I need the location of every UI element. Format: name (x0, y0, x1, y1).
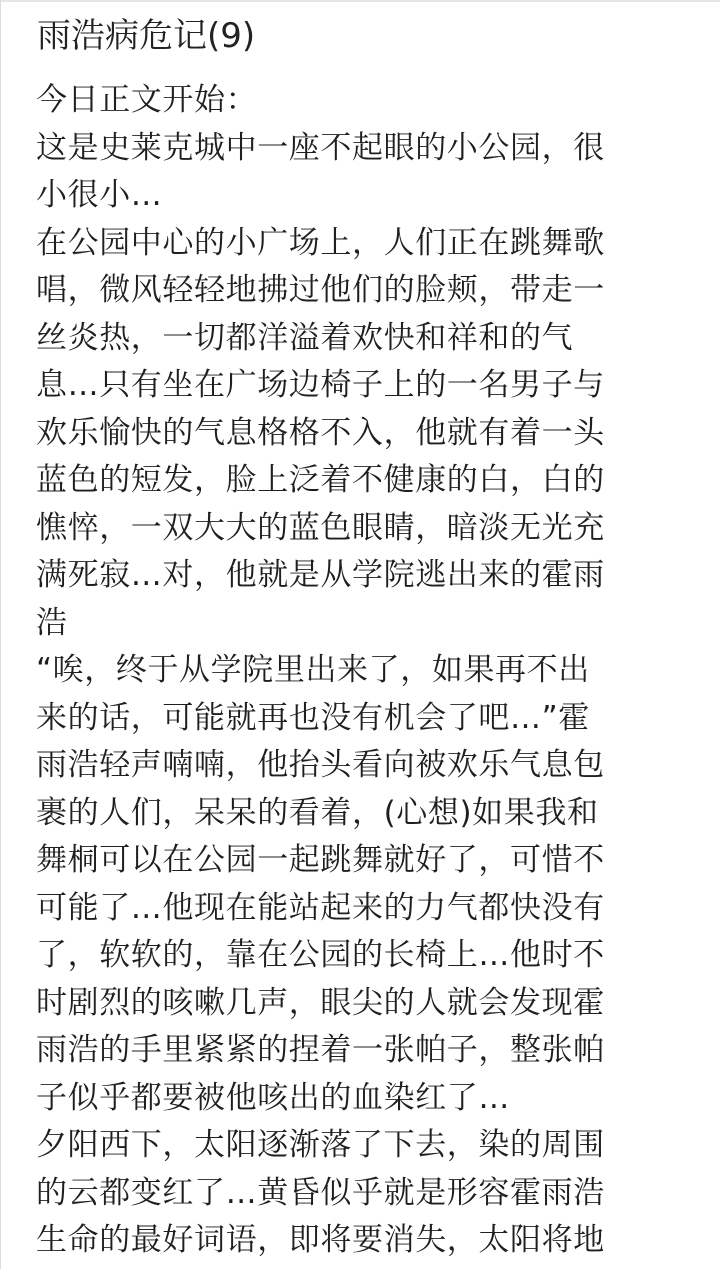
body-line: 夕阳西下，太阳逐渐落了下去，染的周围 (36, 1127, 605, 1163)
body-line: 满死寂…对，他就是从学院逃出来的霍雨 (36, 557, 605, 593)
body-line: 子似乎都要被他咳出的血染红了… (36, 1079, 510, 1116)
body-line: 憔悴，一双大大的蓝色眼睛，暗淡无光充 (36, 509, 605, 546)
body-line: 丝炎热，一切都洋溢着欢快和祥和的气 (36, 319, 574, 356)
body-line: 蓝色的短发，脸上泛着不健康的白，白的 (36, 462, 605, 498)
body-line: 裹的人们，呆呆的看着，(心想)如果我和 (36, 794, 599, 831)
top-border (0, 0, 720, 2)
body-line: 舞桐可以在公园一起跳舞就好了，可惜不 (36, 842, 605, 878)
body-line: 欢乐愉快的气息格格不入，他就有着一头 (36, 414, 605, 451)
body-line: 生命的最好词语，即将要消失，太阳将地 (36, 1222, 605, 1258)
body-line: 小很小… (36, 177, 163, 213)
body-line: 息…只有坐在广场边椅子上的一名男子与 (36, 367, 605, 403)
body-line: 了，软软的，靠在公园的长椅上…他时不 (36, 937, 605, 973)
body-line: 时剧烈的咳嗽几声，眼尖的人就会发现霍 (36, 984, 605, 1021)
body-line: 在公园中心的小广场上，人们正在跳舞歌 (36, 224, 605, 261)
body-line: 可能了…他现在能站起来的力气都快没有 (36, 889, 605, 926)
body-line: 浩 (36, 604, 68, 641)
body-line: 这是史莱克城中一座不起眼的小公园，很 (36, 129, 605, 166)
article-title: 雨浩病危记(9) (37, 16, 256, 56)
body-line: 今日正文开始： (36, 82, 258, 118)
body-line: 雨浩轻声喃喃，他抬头看向被欢乐气息包 (36, 747, 605, 783)
body-line: 的云都变红了…黄昏似乎就是形容霍雨浩 (36, 1174, 605, 1211)
body-line: “唉，终于从学院里出来了，如果再不出 (36, 652, 590, 688)
body-line: 雨浩的手里紧紧的捏着一张帕子，整张帕 (36, 1032, 605, 1068)
body-line: 唱，微风轻轻地拂过他们的脸颊，带走一 (36, 272, 605, 308)
article-body (36, 77, 676, 1265)
left-border (0, 0, 1, 1269)
body-line: 来的话，可能就再也没有机会了吧…”霍 (36, 699, 590, 736)
